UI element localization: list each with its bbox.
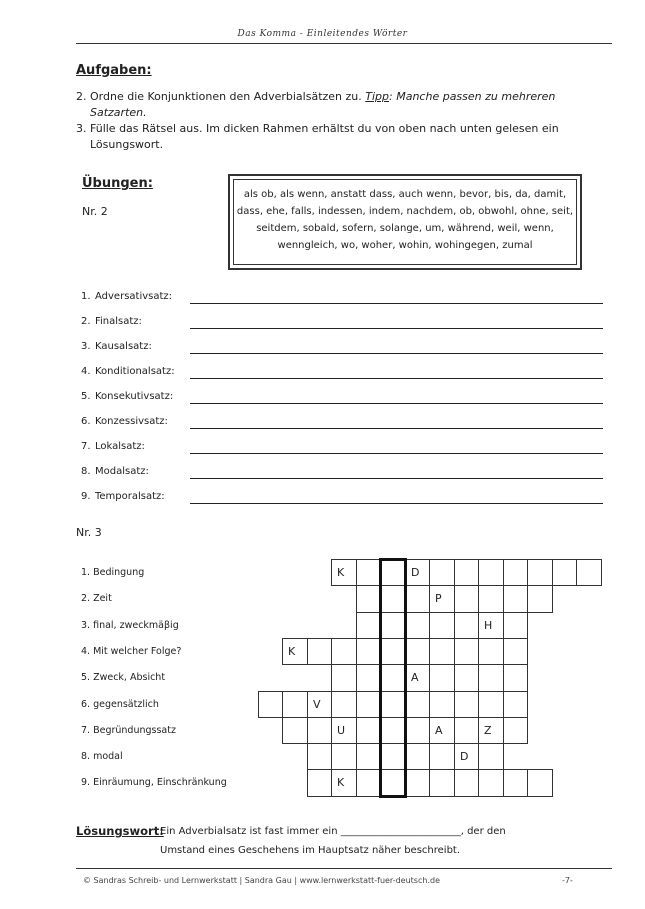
crossword-cell[interactable] [503, 664, 528, 692]
sentence-type-label: Adversativsatz: [95, 291, 173, 302]
sentence-type-label: Finalsatz: [95, 316, 142, 327]
crossword-cell[interactable] [503, 691, 528, 718]
sentence-answer-line[interactable] [190, 453, 603, 454]
crossword-cell[interactable] [429, 612, 455, 639]
sentence-answer-line[interactable] [190, 353, 603, 354]
crossword-cell[interactable]: K [331, 769, 357, 797]
crossword-cell[interactable] [429, 559, 455, 586]
crossword-cell[interactable] [454, 559, 479, 586]
page-number: -7- [562, 876, 573, 885]
crossword-cell[interactable] [454, 769, 479, 797]
word-box-line: als ob, als wenn, anstatt dass, auch wenn, bevor, bis, da, damit, [243, 189, 567, 200]
crossword-cell[interactable] [405, 769, 430, 797]
sentence-type-label: Kausalsatz: [95, 341, 152, 352]
tasks-heading: Aufgaben: [76, 63, 152, 78]
crossword-clue: 9. Einräumung, Einschränkung [81, 777, 227, 789]
crossword-cell[interactable] [552, 559, 577, 586]
crossword-cell[interactable] [307, 717, 332, 744]
crossword-cell[interactable]: U [331, 717, 357, 744]
sentence-answer-line[interactable] [190, 403, 603, 404]
crossword-clue: 1. Bedingung [81, 567, 145, 578]
task-3 [76, 121, 576, 155]
crossword-cell[interactable] [429, 691, 455, 718]
crossword-cell[interactable]: H [478, 612, 504, 639]
crossword-cell[interactable] [478, 559, 504, 586]
crossword-cell[interactable] [527, 559, 553, 586]
crossword-cell[interactable] [356, 638, 381, 665]
crossword-clue: 8. modal [81, 751, 123, 763]
crossword-cell[interactable] [527, 769, 553, 797]
crossword-cell[interactable] [331, 691, 357, 718]
crossword-cell[interactable]: Z [478, 717, 504, 744]
crossword-cell[interactable] [454, 664, 479, 692]
sentence-type-label: Modalsatz: [95, 466, 149, 477]
crossword-cell[interactable] [454, 638, 479, 665]
crossword-cell[interactable] [454, 585, 479, 613]
conjunction-word-box-inner [233, 179, 577, 265]
sentence-answer-line[interactable] [190, 478, 603, 479]
sentence-answer-line[interactable] [190, 303, 603, 304]
solution-label: Lösungswort: [76, 824, 164, 838]
sentence-type-number: 8. [81, 466, 91, 477]
crossword-cell[interactable]: K [282, 638, 308, 665]
crossword-cell[interactable] [356, 664, 381, 692]
crossword-cell[interactable] [576, 559, 602, 586]
crossword-cell[interactable] [331, 664, 357, 692]
word-box-line: dass, ehe, falls, indessen, indem, nachdem, ob, obwohl, ohne, seit, [236, 206, 574, 217]
crossword-cell[interactable] [478, 691, 504, 718]
sentence-type-label: Temporalsatz: [95, 491, 165, 502]
crossword-cell[interactable] [478, 638, 504, 665]
crossword-cell[interactable]: A [405, 664, 430, 692]
crossword-cell[interactable] [454, 717, 479, 744]
sentence-type-label: Konditionalsatz: [95, 366, 175, 377]
crossword-cell[interactable] [454, 612, 479, 639]
crossword-clue: 2. Zeit [81, 593, 112, 605]
crossword-cell[interactable] [503, 769, 528, 797]
crossword-cell[interactable] [429, 638, 455, 665]
crossword-cell[interactable] [429, 664, 455, 692]
exercises-heading: Übungen: [82, 176, 153, 191]
sentence-type-label: Lokalsatz: [95, 441, 145, 452]
sentence-type-number: 6. [81, 416, 91, 427]
crossword-clue: 3. final, zweckmäβig [81, 619, 179, 631]
sentence-type-label: Konzessivsatz: [95, 416, 168, 427]
crossword-cell[interactable]: P [429, 585, 455, 613]
crossword-clue: 6. gegensätzlich [81, 698, 159, 710]
exercise-nr3-label: Nr. 3 [76, 526, 102, 539]
sentence-type-number: 7. [81, 441, 91, 452]
crossword-cell[interactable] [331, 743, 357, 770]
solution-line-2: Umstand eines Geschehens im Hauptsatz näher beschreibt. [160, 845, 461, 856]
crossword-cell[interactable] [478, 585, 504, 613]
crossword-cell[interactable] [356, 691, 381, 718]
task-3-text: Fülle das Rätsel aus. Im dicken Rahmen erhältst du von oben nach unten gelesen ein Lösungswort. [90, 122, 559, 151]
crossword-cell[interactable] [503, 559, 528, 586]
task-2-number: 2. [76, 90, 87, 103]
conjunction-word-box [228, 174, 582, 270]
crossword-clue: 7. Begründungssatz [81, 724, 176, 736]
word-box-line: seitdem, sobald, sofern, solange, um, während, weil, wenn, [256, 223, 554, 234]
sentence-type-number: 4. [81, 366, 91, 377]
crossword-cell[interactable] [405, 691, 430, 718]
crossword-cell[interactable] [356, 559, 381, 586]
sentence-type-label: Konsekutivsatz: [95, 391, 174, 402]
crossword-cell[interactable]: K [331, 559, 357, 586]
task-3-number: 3. [76, 122, 87, 135]
crossword-cell[interactable] [429, 769, 455, 797]
crossword-cell[interactable] [405, 585, 430, 613]
crossword-clue: 4. Mit welcher Folge? [81, 645, 182, 657]
crossword-cell[interactable] [503, 638, 528, 665]
sentence-type-number: 9. [81, 491, 91, 502]
crossword-cell[interactable] [331, 638, 357, 665]
crossword-clue: 5. Zweck, Absicht [81, 672, 166, 684]
word-box-line: wenngleich, wo, woher, wohin, wohingegen, zumal [277, 240, 533, 251]
crossword-cell[interactable] [356, 717, 381, 744]
solution-word-column [379, 558, 407, 798]
sentence-type-number: 3. [81, 341, 91, 352]
crossword-cell[interactable]: D [454, 743, 479, 770]
solution-line-1: Ein Adverbialsatz ist fast immer ein ________________________, der den [160, 826, 506, 837]
sentence-answer-line[interactable] [190, 328, 603, 329]
crossword-cell[interactable] [503, 612, 528, 639]
crossword-cell[interactable]: A [429, 717, 455, 744]
crossword-cell[interactable] [454, 691, 479, 718]
task-2-text: Ordne die Konjunktionen den Adverbialsätzen zu. Tipp: Manche passen zu mehreren Satzarten. [90, 90, 556, 119]
sentence-type-number: 2. [81, 316, 91, 327]
crossword-cell[interactable] [356, 612, 381, 639]
sentence-answer-line[interactable] [190, 503, 603, 504]
sentence-type-number: 1. [81, 291, 91, 302]
crossword-cell[interactable] [405, 638, 430, 665]
sentence-answer-line[interactable] [190, 378, 603, 379]
crossword-cell[interactable] [429, 743, 455, 770]
crossword-cell[interactable] [356, 585, 381, 613]
footer-text: © Sandras Schreib- und Lernwerkstatt | Sandra Gau | www.lernwerkstatt-fuer-deutsch.de [83, 876, 440, 885]
crossword-cell[interactable] [258, 691, 283, 718]
exercise-nr2-label: Nr. 2 [82, 205, 108, 218]
header-title: Das Komma - Einleitendes Wörter [237, 29, 408, 39]
crossword-cell[interactable] [405, 717, 430, 744]
crossword-cell[interactable] [282, 691, 308, 718]
header-divider [76, 43, 612, 44]
crossword-cell[interactable] [478, 664, 504, 692]
crossword-cell[interactable] [356, 769, 381, 797]
task-2 [76, 89, 576, 123]
crossword-cell[interactable] [356, 743, 381, 770]
sentence-type-number: 5. [81, 391, 91, 402]
crossword-cell[interactable]: V [307, 691, 332, 718]
crossword-cell[interactable] [307, 638, 332, 665]
footer-divider [76, 868, 612, 869]
crossword-cell[interactable] [503, 585, 528, 613]
crossword-cell[interactable] [478, 743, 504, 770]
crossword-cell[interactable] [503, 717, 528, 744]
sentence-answer-line[interactable] [190, 428, 603, 429]
crossword-cell[interactable]: D [405, 559, 430, 586]
crossword-cell[interactable] [307, 769, 332, 797]
crossword-cell[interactable] [405, 743, 430, 770]
crossword-cell[interactable] [307, 743, 332, 770]
crossword-cell[interactable] [405, 612, 430, 639]
crossword-cell[interactable] [478, 769, 504, 797]
crossword-cell[interactable] [527, 585, 553, 613]
crossword-cell[interactable] [282, 717, 308, 744]
